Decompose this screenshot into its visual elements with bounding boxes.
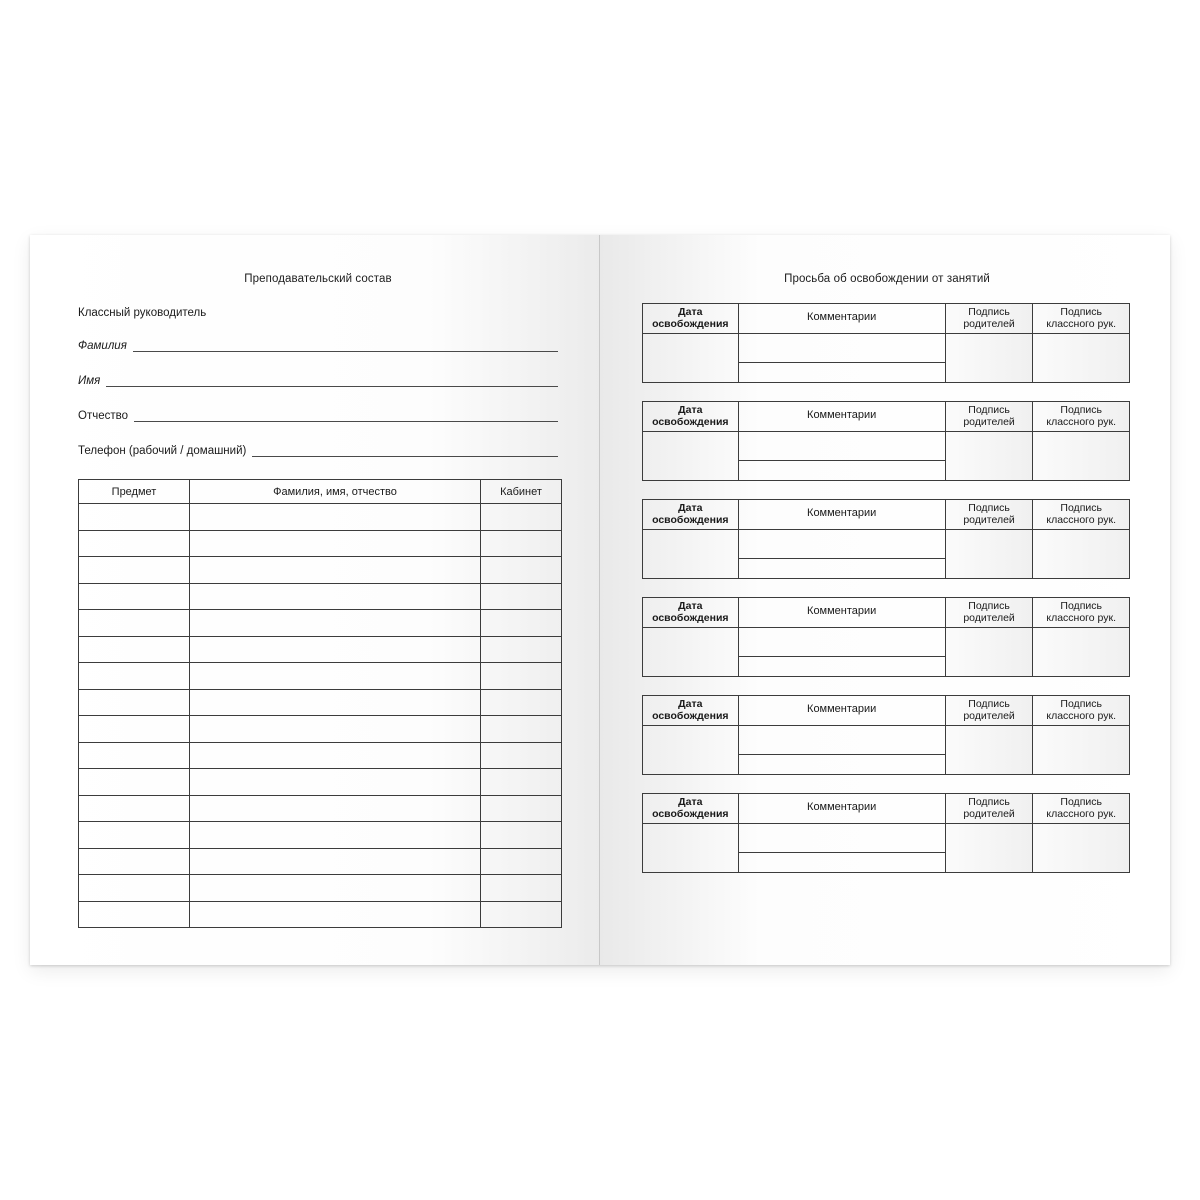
- release-date-column: [643, 402, 739, 480]
- parents-signature-header-line1: Подпись: [968, 796, 1010, 808]
- comments-line-2[interactable]: [739, 461, 945, 480]
- parents-signature-value[interactable]: [946, 432, 1033, 480]
- cell-room[interactable]: [481, 716, 562, 743]
- field-line-surname[interactable]: [133, 339, 558, 352]
- parents-signature-value[interactable]: [946, 824, 1033, 872]
- release-request-block: [642, 597, 1130, 677]
- parents-signature-header-line2: родителей: [963, 611, 1015, 624]
- table-row[interactable]: [79, 795, 562, 822]
- subjects-table-body: [79, 504, 562, 928]
- parents-signature-header: [946, 696, 1033, 726]
- comments-line-1[interactable]: [739, 628, 945, 657]
- cell-room[interactable]: [481, 795, 562, 822]
- column-header-fullname: Фамилия, имя, отчество: [190, 480, 481, 504]
- release-date-value[interactable]: [643, 530, 738, 578]
- comments-line-1[interactable]: [739, 824, 945, 853]
- release-date-column: [643, 794, 739, 872]
- release-date-header: [643, 402, 738, 432]
- field-label-patronymic: Отчество: [78, 410, 128, 422]
- release-request-block: [642, 499, 1130, 579]
- parents-signature-header-line1: Подпись: [968, 698, 1010, 710]
- teacher-signature-value[interactable]: [1033, 628, 1129, 676]
- parents-signature-header-line2: родителей: [963, 317, 1015, 330]
- release-date-header-line2: освобождения: [652, 807, 729, 820]
- parents-signature-column: [946, 598, 1034, 676]
- field-line-firstname[interactable]: [106, 374, 558, 387]
- parents-signature-column: [946, 794, 1034, 872]
- release-date-header-line2: освобождения: [652, 611, 729, 624]
- release-request-block: [642, 695, 1130, 775]
- comments-line-2[interactable]: [739, 363, 945, 382]
- release-date-header: [643, 304, 738, 334]
- right-page-title: Просьба об освобождении от занятий: [784, 273, 990, 285]
- cell-fullname[interactable]: [190, 769, 481, 796]
- cell-subject[interactable]: [79, 875, 190, 902]
- parents-signature-header: [946, 304, 1033, 334]
- comments-line-2[interactable]: [739, 559, 945, 578]
- diary-spread: [30, 235, 1170, 965]
- cell-room[interactable]: [481, 530, 562, 557]
- teacher-signature-header-line1: Подпись: [1060, 796, 1102, 808]
- release-date-header-line1: Дата: [678, 600, 703, 612]
- teacher-signature-header: [1033, 598, 1129, 628]
- parents-signature-column: [946, 402, 1034, 480]
- parents-signature-header: [946, 500, 1033, 530]
- release-date-column: [643, 696, 739, 774]
- cell-subject[interactable]: [79, 769, 190, 796]
- cell-subject[interactable]: [79, 822, 190, 849]
- parents-signature-header-line1: Подпись: [968, 404, 1010, 416]
- field-line-patronymic[interactable]: [134, 409, 558, 422]
- comments-column: [739, 304, 946, 382]
- parents-signature-value[interactable]: [946, 628, 1033, 676]
- teacher-signature-header-line2: классного рук.: [1046, 709, 1117, 722]
- parents-signature-header: [946, 794, 1033, 824]
- comments-column: [739, 598, 946, 676]
- teacher-fields: [78, 335, 558, 457]
- parents-signature-header-line2: родителей: [963, 513, 1015, 526]
- cell-subject[interactable]: [79, 848, 190, 875]
- parents-signature-header-line1: Подпись: [968, 502, 1010, 514]
- parents-signature-column: [946, 696, 1034, 774]
- release-request-block: [642, 793, 1130, 873]
- cell-fullname[interactable]: [190, 822, 481, 849]
- release-date-header-line1: Дата: [678, 306, 703, 318]
- cell-fullname[interactable]: [190, 583, 481, 610]
- comments-header: Комментарии: [739, 696, 945, 726]
- comments-line-1[interactable]: [739, 432, 945, 461]
- comments-line-1[interactable]: [739, 334, 945, 363]
- table-row[interactable]: [79, 901, 562, 928]
- comments-header: Комментарии: [739, 304, 945, 334]
- release-date-header-line2: освобождения: [652, 513, 729, 526]
- cell-fullname[interactable]: [190, 742, 481, 769]
- cell-fullname[interactable]: [190, 689, 481, 716]
- release-date-header: [643, 794, 738, 824]
- comments-column: [739, 402, 946, 480]
- teacher-signature-column: [1033, 500, 1129, 578]
- teacher-signature-header-line1: Подпись: [1060, 698, 1102, 710]
- parents-signature-header-line2: родителей: [963, 807, 1015, 820]
- cell-room[interactable]: [481, 504, 562, 531]
- column-header-room: Кабинет: [481, 480, 562, 504]
- cell-subject[interactable]: [79, 530, 190, 557]
- field-label-surname: Фамилия: [78, 340, 127, 352]
- left-page: [30, 235, 600, 965]
- teacher-signature-header-line2: классного рук.: [1046, 513, 1117, 526]
- table-row[interactable]: [79, 716, 562, 743]
- comments-header: Комментарии: [739, 794, 945, 824]
- column-header-subject: Предмет: [79, 480, 190, 504]
- release-date-header-line1: Дата: [678, 796, 703, 808]
- parents-signature-header-line1: Подпись: [968, 306, 1010, 318]
- release-date-column: [643, 598, 739, 676]
- field-row-firstname: [78, 370, 558, 387]
- release-date-value[interactable]: [643, 824, 738, 872]
- release-date-header-line1: Дата: [678, 698, 703, 710]
- teacher-signature-header: [1033, 500, 1129, 530]
- comments-header: Комментарии: [739, 500, 945, 530]
- parents-signature-header-line2: родителей: [963, 709, 1015, 722]
- cell-room[interactable]: [481, 689, 562, 716]
- cell-subject[interactable]: [79, 610, 190, 637]
- release-date-column: [643, 500, 739, 578]
- release-request-block: [642, 401, 1130, 481]
- teacher-signature-column: [1033, 696, 1129, 774]
- table-row[interactable]: [79, 530, 562, 557]
- field-label-firstname: Имя: [78, 375, 101, 387]
- table-row[interactable]: [79, 557, 562, 584]
- teacher-signature-column: [1033, 794, 1129, 872]
- table-row[interactable]: [79, 504, 562, 531]
- cell-room[interactable]: [481, 848, 562, 875]
- cell-subject[interactable]: [79, 901, 190, 928]
- comments-line-1[interactable]: [739, 530, 945, 559]
- comments-column: [739, 696, 946, 774]
- cell-fullname[interactable]: [190, 530, 481, 557]
- teacher-signature-header-line2: классного рук.: [1046, 317, 1117, 330]
- right-page: [600, 235, 1170, 965]
- cell-fullname[interactable]: [190, 875, 481, 902]
- comments-column: [739, 500, 946, 578]
- parents-signature-header: [946, 598, 1033, 628]
- cell-room[interactable]: [481, 583, 562, 610]
- cell-fullname[interactable]: [190, 716, 481, 743]
- release-date-value[interactable]: [643, 334, 738, 382]
- table-row[interactable]: [79, 583, 562, 610]
- teacher-signature-value[interactable]: [1033, 824, 1129, 872]
- parents-signature-value[interactable]: [946, 334, 1033, 382]
- teacher-signature-header-line1: Подпись: [1060, 404, 1102, 416]
- parents-signature-header-line1: Подпись: [968, 600, 1010, 612]
- cell-subject[interactable]: [79, 689, 190, 716]
- parents-signature-column: [946, 304, 1034, 382]
- parents-signature-value[interactable]: [946, 726, 1033, 774]
- cell-subject[interactable]: [79, 557, 190, 584]
- field-row-phone: [78, 440, 558, 457]
- table-row[interactable]: [79, 875, 562, 902]
- comments-line-2[interactable]: [739, 853, 945, 872]
- teacher-signature-column: [1033, 304, 1129, 382]
- cell-fullname[interactable]: [190, 557, 481, 584]
- cell-room[interactable]: [481, 636, 562, 663]
- cell-fullname[interactable]: [190, 901, 481, 928]
- cell-subject[interactable]: [79, 742, 190, 769]
- release-request-block: [642, 303, 1130, 383]
- subjects-table: [78, 479, 562, 928]
- teacher-signature-value[interactable]: [1033, 432, 1129, 480]
- table-row[interactable]: [79, 610, 562, 637]
- cell-room[interactable]: [481, 610, 562, 637]
- table-row[interactable]: [79, 636, 562, 663]
- release-date-header-line1: Дата: [678, 502, 703, 514]
- teacher-signature-header-line2: классного рук.: [1046, 807, 1117, 820]
- teacher-signature-header: [1033, 794, 1129, 824]
- teacher-signature-header: [1033, 402, 1129, 432]
- teacher-signature-value[interactable]: [1033, 334, 1129, 382]
- homeroom-teacher-label: Классный руководитель: [78, 307, 207, 319]
- release-date-column: [643, 304, 739, 382]
- table-row[interactable]: [79, 848, 562, 875]
- teacher-signature-header-line2: классного рук.: [1046, 415, 1117, 428]
- parents-signature-header: [946, 402, 1033, 432]
- cell-fullname[interactable]: [190, 610, 481, 637]
- comments-line-1[interactable]: [739, 726, 945, 755]
- comments-line-2[interactable]: [739, 755, 945, 774]
- cell-fullname[interactable]: [190, 504, 481, 531]
- cell-subject[interactable]: [79, 636, 190, 663]
- release-date-header-line2: освобождения: [652, 709, 729, 722]
- teacher-signature-value[interactable]: [1033, 530, 1129, 578]
- teacher-signature-header-line1: Подпись: [1060, 600, 1102, 612]
- comments-header: Комментарии: [739, 598, 945, 628]
- table-row[interactable]: [79, 769, 562, 796]
- release-date-header: [643, 500, 738, 530]
- release-date-value[interactable]: [643, 628, 738, 676]
- release-date-value[interactable]: [643, 726, 738, 774]
- teacher-signature-column: [1033, 402, 1129, 480]
- cell-subject[interactable]: [79, 504, 190, 531]
- field-line-phone[interactable]: [252, 444, 558, 457]
- cell-fullname[interactable]: [190, 636, 481, 663]
- release-date-value[interactable]: [643, 432, 738, 480]
- release-date-header: [643, 696, 738, 726]
- table-row[interactable]: [79, 742, 562, 769]
- parents-signature-header-line2: родителей: [963, 415, 1015, 428]
- release-date-header-line1: Дата: [678, 404, 703, 416]
- cell-room[interactable]: [481, 663, 562, 690]
- table-row[interactable]: [79, 663, 562, 690]
- table-header-row: [79, 480, 562, 504]
- teacher-signature-value[interactable]: [1033, 726, 1129, 774]
- teacher-signature-header-line2: классного рук.: [1046, 611, 1117, 624]
- cell-room[interactable]: [481, 822, 562, 849]
- cell-subject[interactable]: [79, 663, 190, 690]
- teacher-signature-column: [1033, 598, 1129, 676]
- comments-line-2[interactable]: [739, 657, 945, 676]
- release-date-header-line2: освобождения: [652, 415, 729, 428]
- comments-column: [739, 794, 946, 872]
- cell-room[interactable]: [481, 901, 562, 928]
- cell-fullname[interactable]: [190, 795, 481, 822]
- left-page-title: Преподавательский состав: [244, 273, 392, 285]
- parents-signature-column: [946, 500, 1034, 578]
- teacher-signature-header-line1: Подпись: [1060, 502, 1102, 514]
- table-row[interactable]: [79, 689, 562, 716]
- comments-header: Комментарии: [739, 402, 945, 432]
- release-date-header: [643, 598, 738, 628]
- table-row[interactable]: [79, 822, 562, 849]
- release-date-header-line2: освобождения: [652, 317, 729, 330]
- field-label-phone: Телефон (рабочий / домашний): [78, 445, 247, 457]
- cell-room[interactable]: [481, 769, 562, 796]
- field-row-surname: [78, 335, 558, 352]
- cell-room[interactable]: [481, 557, 562, 584]
- cell-subject[interactable]: [79, 716, 190, 743]
- teacher-signature-header-line1: Подпись: [1060, 306, 1102, 318]
- cell-room[interactable]: [481, 875, 562, 902]
- teacher-signature-header: [1033, 696, 1129, 726]
- cell-room[interactable]: [481, 742, 562, 769]
- cell-fullname[interactable]: [190, 848, 481, 875]
- field-row-patronymic: [78, 405, 558, 422]
- teacher-signature-header: [1033, 304, 1129, 334]
- cell-subject[interactable]: [79, 795, 190, 822]
- parents-signature-value[interactable]: [946, 530, 1033, 578]
- cell-subject[interactable]: [79, 583, 190, 610]
- cell-fullname[interactable]: [190, 663, 481, 690]
